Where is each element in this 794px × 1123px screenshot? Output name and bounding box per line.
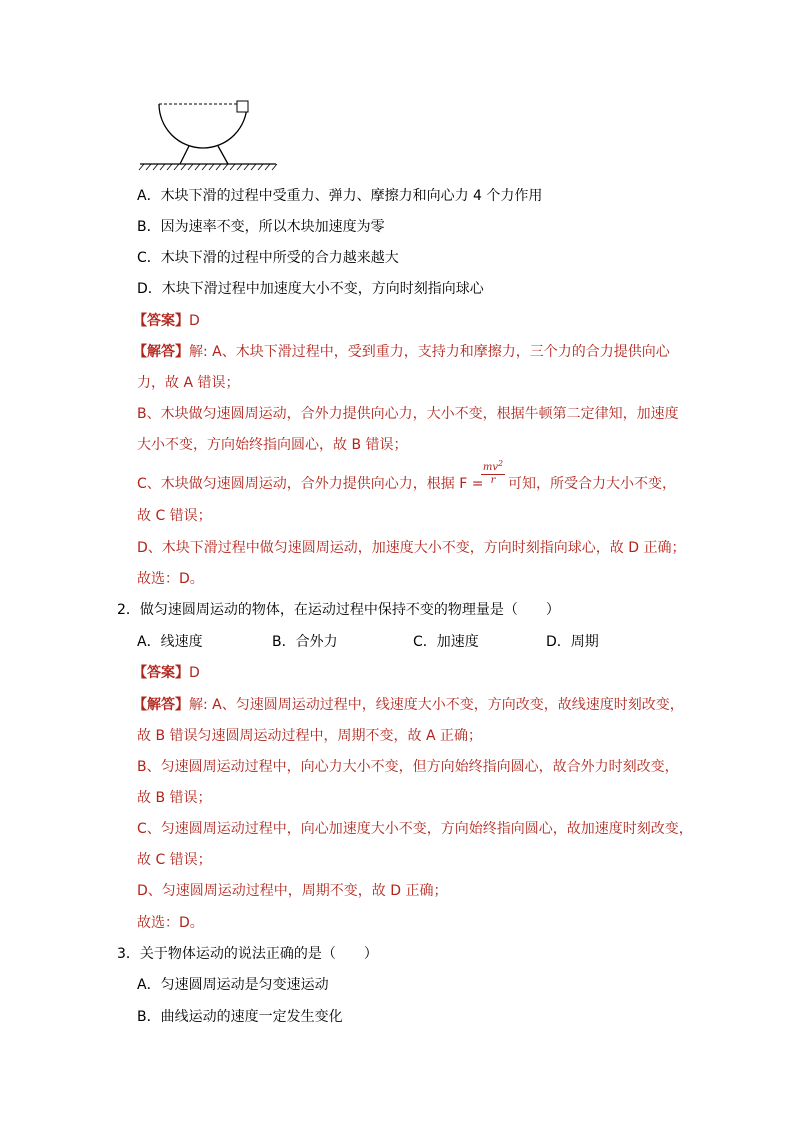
answer-tag: 【答案】	[133, 313, 189, 329]
q2-solution-line: 故 B 错误匀速圆周运动过程中，周期不变，故 A 正确；	[137, 728, 482, 744]
bowl-diagram	[0, 0, 794, 180]
q2-option-a: A．线速度	[137, 634, 203, 650]
q2-solution-line	[133, 695, 684, 715]
q1-solution-line: D、木块下滑过程中做匀速圆周运动，加速度大小不变，方向时刻指向球心，故 D 正确；	[137, 540, 686, 556]
solution-tag: 【解答】	[133, 697, 189, 713]
q2-option-b: B．合外力	[272, 634, 338, 650]
q1-option-a: A．木块下滑的过程中受重力、弹力、摩擦力和向心力 4 个力作用	[137, 188, 543, 204]
q2-solution-line: B、匀速圆周运动过程中，向心力大小不变，但方向始终指向圆心，故合外力时刻改变，	[137, 759, 679, 775]
q2-solution-line: C、匀速圆周运动过程中，向心加速度大小不变，方向始终指向圆心，故加速度时刻改变，	[137, 821, 693, 837]
q2-answer	[133, 663, 200, 683]
q1-answer	[133, 311, 200, 331]
q1-option-b: B．因为速率不变，所以木块加速度为零	[137, 219, 385, 235]
q1-solution-line: 故选：D。	[137, 571, 204, 587]
answer-value: D	[189, 313, 200, 329]
q2-solution-line: 故 C 错误；	[137, 852, 212, 868]
q2-solution-line: D、匀速圆周运动过程中，周期不变，故 D 正确；	[137, 883, 448, 899]
answer-tag: 【答案】	[133, 665, 189, 681]
solution-text: 解: A、木块下滑过程中，受到重力，支持力和摩擦力，三个力的合力提供向心	[189, 344, 670, 360]
q3-option-a: A．匀速圆周运动是匀变速运动	[137, 977, 329, 993]
centripetal-force-formula	[480, 459, 506, 487]
q1-solution-line: 大小不变，方向始终指向圆心，故 B 错误；	[137, 437, 408, 453]
q3-stem: 3．关于物体运动的说法正确的是（ ）	[117, 946, 378, 962]
q3-option-b: B．曲线运动的速度一定发生变化	[137, 1009, 343, 1025]
q1-option-c: C．木块下滑的过程中所受的合力越来越大	[137, 250, 399, 266]
solution-tag: 【解答】	[133, 344, 189, 360]
q2-solution-line: 故 B 错误；	[137, 790, 212, 806]
formula-numerator: mv	[482, 462, 499, 473]
q1-solution-line: 力，故 A 错误；	[137, 375, 240, 391]
q2-stem: 2．做匀速圆周运动的物体，在运动过程中保持不变的物理量是（ ）	[117, 602, 560, 618]
formula-exponent: 2	[498, 459, 504, 468]
q1-solution-line: C、木块做匀速圆周运动，合外力提供向心力，根据 F =	[137, 476, 484, 492]
q1-option-d: D．木块下滑过程中加速度大小不变，方向时刻指向球心	[137, 281, 484, 297]
solution-text: 解: A、匀速圆周运动过程中，线速度大小不变，方向改变，故线速度时刻改变，	[189, 697, 684, 713]
answer-value: D	[189, 665, 200, 681]
q1-solution-line	[133, 342, 670, 362]
q1-solution-line: B、木块做匀速圆周运动，合外力提供向心力，大小不变，根据牛顿第二定律知，加速度	[137, 406, 679, 422]
q2-option-d: D．周期	[546, 634, 599, 650]
q2-solution-line: 故选：D。	[137, 915, 204, 931]
q1-solution-line: 故 C 错误；	[137, 508, 212, 524]
q1-solution-line: 可知，所受合力大小不变，	[508, 476, 676, 492]
q2-option-c: C．加速度	[413, 634, 479, 650]
formula-denominator: r	[490, 475, 496, 486]
